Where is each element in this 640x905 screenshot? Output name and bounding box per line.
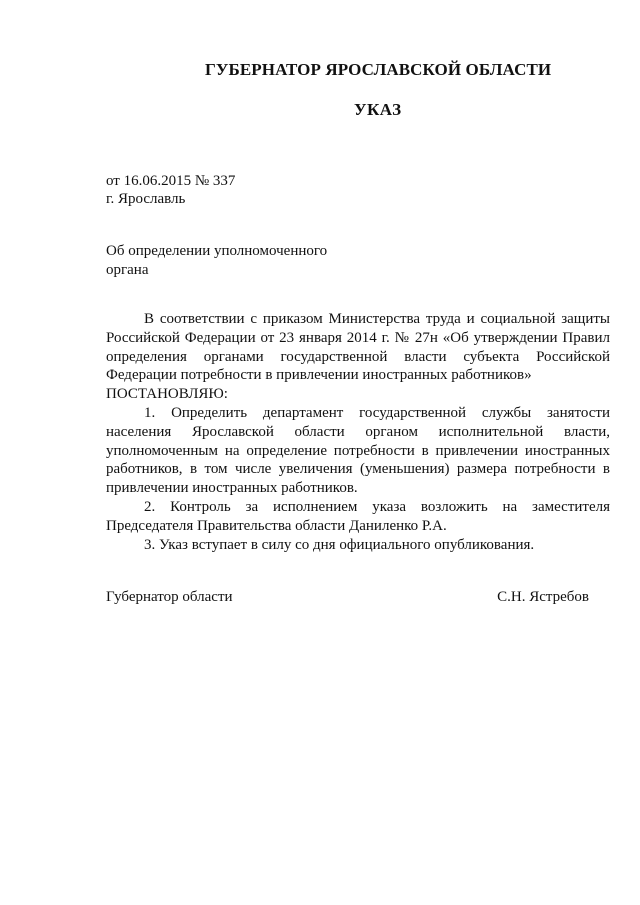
decree-item-3: 3. Указ вступает в силу со дня официального опубликования.	[144, 536, 535, 553]
document-city: г. Ярославль	[106, 191, 186, 207]
subject-line-2: органа	[106, 261, 149, 278]
signatory-name: С.Н. Ястребов	[497, 589, 589, 605]
subject-line-1: Об определении уполномоченного	[106, 243, 328, 259]
document-type-title: УКАЗ	[354, 100, 402, 119]
preamble-paragraph: В соответствии с приказом Министерства труда и социальной защиты Российской Федерации от 23 января 2014 г. № 27н «Об утверждении Правил определения органами государственной власти субъекта Российской Федерации потребности в привлечении иностранных работников»	[106, 311, 610, 384]
decree-item-2: 2. Контроль за исполнением указа возложить на заместителя Председателя Правительства области Даниленко Р.А.	[106, 498, 610, 534]
issuer-title: ГУБЕРНАТОР ЯРОСЛАВСКОЙ ОБЛАСТИ	[205, 60, 552, 79]
document-date-number: от 16.06.2015 № 337	[106, 173, 236, 189]
decree-item-1: 1. Определить департамент государственной службы занятости населения Ярославской области органом исполнительной власти, уполномоченным на определение потребности в привлечении иностранных работников, в том числе увеличения (уменьшения) размера потребности в привлечении иностранных работников.	[106, 404, 610, 497]
signature-block	[106, 588, 589, 607]
signatory-position: Губернатор области	[106, 589, 233, 605]
decree-word: ПОСТАНОВЛЯЮ:	[106, 386, 228, 403]
document-subject	[106, 242, 346, 280]
document-body	[106, 310, 610, 554]
